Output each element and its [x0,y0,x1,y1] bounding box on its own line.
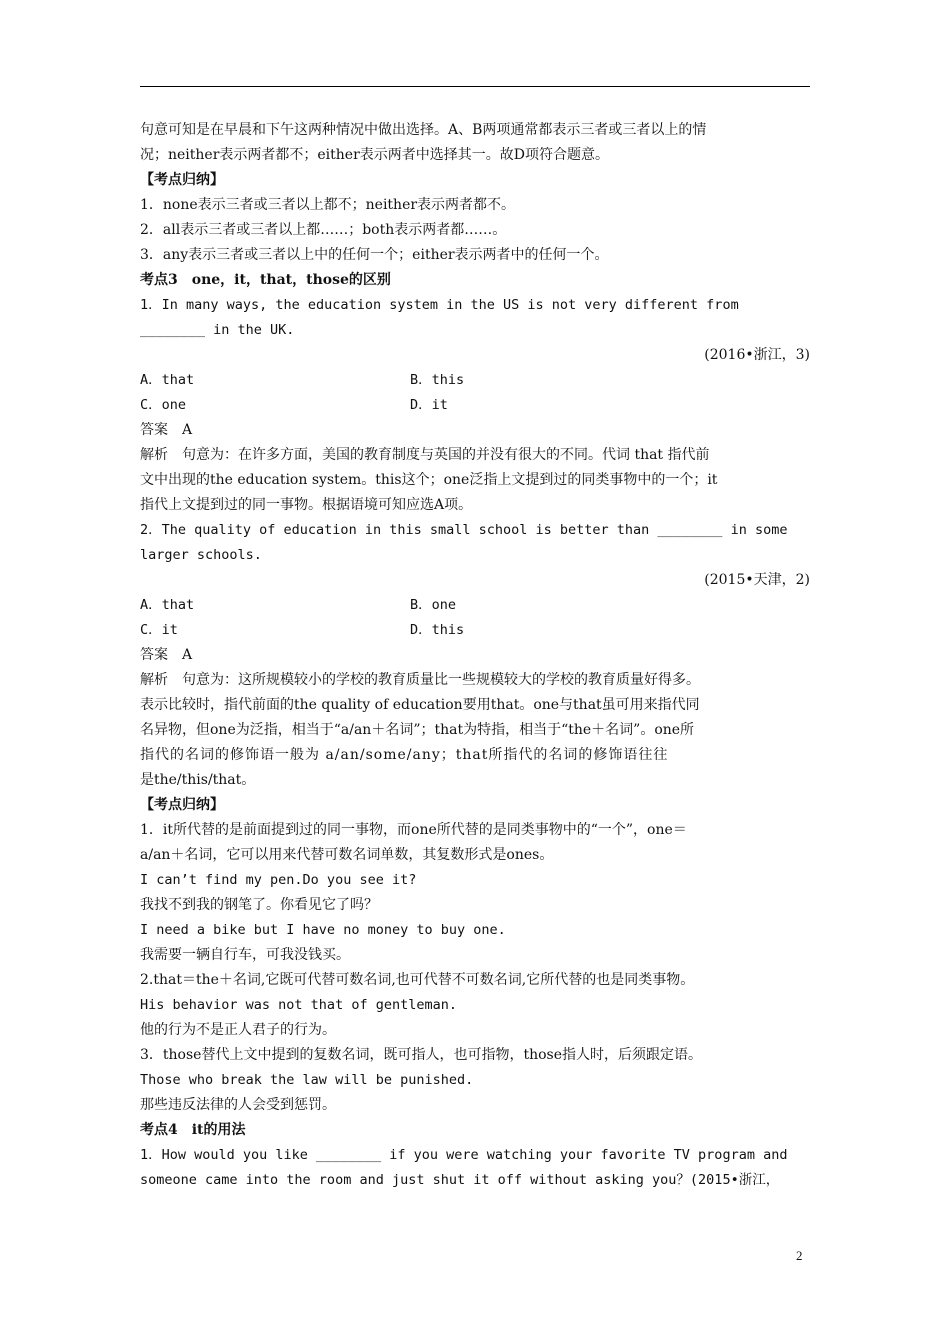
explanation-line: 是the/this/that。 [140,772,256,788]
question-text: 1．How would you like ________ if you were watching your favorite TV program and [140,1147,788,1163]
option-b: B．one [410,597,457,613]
explanation-line: 解析 句意为：在许多方面，美国的教育制度与英国的并没有很大的不同。代词 that 指代前 [140,447,710,463]
option-d: D．it [410,397,448,413]
option-c: C．it [140,622,178,638]
text-line: 句意可知是在早晨和下午这两种情况中做出选择。A、B两项通常都表示三者或三者以上的情 [140,122,707,138]
section-heading: 【考点归纳】 [140,797,224,813]
text-line: 3．any表示三者或三者以上中的任何一个；either表示两者中的任何一个。 [140,247,609,263]
question-source: (2016•浙江，3) [704,347,810,363]
example-en: Those who break the law will be punished. [140,1072,474,1088]
explanation-line: 指代的名词的修饰语一般为 a/an/some/any；that所指代的名词的修饰语往往 [140,747,669,763]
section-heading: 【考点归纳】 [140,172,224,188]
answer: 答案 A [140,647,193,663]
text-line: 1．it所代替的是前面提到过的同一事物，而one所代替的是同类事物中的“一个”，one＝ [140,822,687,838]
question-text: someone came into the room and just shut it off without asking you？(2015•浙江， [140,1172,780,1188]
example-zh: 我需要一辆自行车，可我没钱买。 [140,947,350,963]
question-text: ________ in the UK. [140,322,295,338]
text-line: 2.that＝the＋名词,它既可代替可数名词,也可代替不可数名词,它所代替的也是同类事物。 [140,972,695,988]
answer: 答案 A [140,422,193,438]
explanation-line: 文中出现的the education system。this这个；one泛指上文提到过的同类事物中的一个；it [140,472,718,488]
example-en: I can’t find my pen.Do you see it? [140,872,417,888]
text-line: 1．none表示三者或三者以上都不；neither表示两者都不。 [140,197,516,213]
explanation-line: 解析 句意为：这所规模较小的学校的教育质量比一些规模较大的学校的教育质量好得多。 [140,672,700,688]
explanation-line: 指代上文提到过的同一事物。根据语境可知应选A项。 [140,497,473,513]
option-c: C．one [140,397,187,413]
question-text: larger schools. [140,547,262,563]
question-text: 2．The quality of education in this small school is better than ________ in some [140,522,788,538]
text-line: 3．those替代上文中提到的复数名词，既可指人，也可指物，those指人时，后须跟定语。 [140,1047,702,1063]
page-number: 2 [796,1248,803,1263]
section-heading: 考点3 one，it，that，those的区别 [140,272,391,288]
question-text: 1．In many ways, the education system in the US is not very different from [140,297,739,313]
question-source: (2015•天津，2) [704,572,810,588]
explanation-line: 表示比较时，指代前面的the quality of education要用that。one与that虽可用来指代同 [140,697,700,713]
option-d: D．this [410,622,465,638]
text-line: 2．all表示三者或三者以上都……；both表示两者都……。 [140,222,507,238]
option-b: B．this [410,372,465,388]
text-line: a/an＋名词，它可以用来代替可数名词单数，其复数形式是ones。 [140,847,554,863]
option-a: A．that [140,372,195,388]
header-rule [140,86,810,87]
example-en: His behavior was not that of gentleman. [140,997,457,1013]
example-zh: 我找不到我的钢笔了。你看见它了吗？ [140,897,378,913]
option-a: A．that [140,597,195,613]
explanation-line: 名异物，但one为泛指，相当于“a/an＋名词”；that为特指，相当于“the＋名词”。one所 [140,722,695,738]
example-zh: 那些违反法律的人会受到惩罚。 [140,1097,336,1113]
text-line: 况；neither表示两者都不；either表示两者中选择其一。故D项符合题意。 [140,147,610,163]
section-heading: 考点4 it的用法 [140,1122,246,1138]
example-en: I need a bike but I have no money to buy one. [140,922,506,938]
example-zh: 他的行为不是正人君子的行为。 [140,1022,336,1038]
